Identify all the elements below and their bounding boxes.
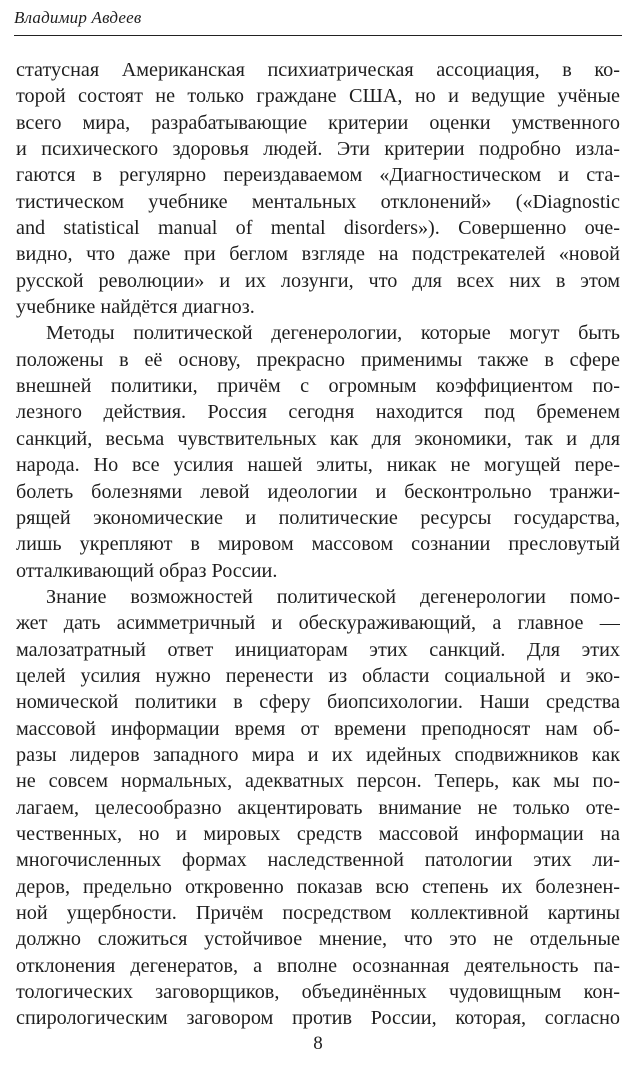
text-line: не совсем нормальных, адекватных персон. Теперь, как мы по- [16, 770, 620, 793]
text-line: малозатратный ответ инициаторам этих санкций. Для этих [16, 638, 620, 661]
text-line: санкций, весьма чувствительных как для экономики, так и для [16, 427, 620, 450]
text-line: рящей экономические и политические ресурсы государства, [16, 506, 620, 529]
text-line: деров, предельно откровенно показав всю степень их болезнен- [16, 875, 620, 898]
text-line: лагаем, целесообразно акцентировать внимание не только оте- [16, 796, 620, 819]
text-line: отклонения дегенератов, а вполне осознанная деятельность па- [16, 954, 620, 977]
text-line: чественных, но и мировых средств массовой информации на [16, 822, 620, 845]
running-header-author: Владимир Авдеев [14, 8, 142, 27]
text-line: тистическом учебнике ментальных отклонений» («Diagnostic [16, 190, 620, 213]
text-line: жет дать асимметричный и обескураживающий, а главное — [16, 612, 620, 635]
body-text [16, 57, 620, 1032]
text-line: лишь укрепляют в мировом массовом сознании пресловутый [16, 533, 620, 556]
text-line: внешней политики, причём с огромным коэффициентом по- [16, 375, 620, 398]
text-line: and statistical manual of mental disorders»). Совершенно оче- [16, 217, 620, 240]
text-line: народа. Но все усилия нашей элиты, никак не могущей пере- [16, 454, 620, 477]
text-line: Знание возможностей политической дегенерологии помо- [46, 585, 620, 608]
page-number: 8 [313, 1033, 323, 1054]
text-line: целей усилия нужно перенести из области социальной и эко- [16, 664, 620, 687]
text-line: статусная Американская психиатрическая ассоциация, в ко- [16, 59, 620, 81]
text-line: русской революции» и их лозунги, что для всех них в этом [16, 269, 620, 292]
text-line: Методы политической дегенерологии, которые могут быть [46, 322, 620, 345]
text-line: массовой информации время от времени преподносят нам об- [16, 717, 620, 740]
text-line: должно сложиться устойчивое мнение, что это не отдельные [16, 928, 620, 951]
text-line: положены в её основу, прекрасно применимы также в сфере [16, 348, 620, 371]
text-line: номической политики в сферу биопсихологии. Наши средства [16, 691, 620, 714]
header-rule [14, 35, 622, 36]
text-line: болеть болезнями левой идеологии и бесконтрольно транжи- [16, 480, 620, 503]
text-line: ной ущербности. Причём посредством коллективной картины [16, 902, 620, 924]
text-line: и психического здоровья людей. Эти критерии подробно изла- [16, 138, 620, 161]
text-line: торой состоят не только граждане США, но и ведущие учёные [16, 85, 620, 108]
text-line: гаются в регулярно переиздаваемом «Диагностическом и ста- [16, 164, 620, 187]
text-line: лезного действия. Россия сегодня находится под бременем [16, 401, 620, 424]
text-line: тологических заговорщиков, объединённых чудовищным кон- [16, 981, 620, 1004]
text-line: видно, что даже при беглом взгляде на подстрекателей «новой [16, 243, 620, 266]
text-line: разы лидеров западного мира и их идейных сподвижников как [16, 743, 620, 766]
text-line: отталкивающий образ России. [16, 559, 278, 582]
text-line: учебнике найдётся диагноз. [16, 296, 255, 319]
text-line: многочисленных формах наследственной патологии этих ли- [16, 849, 620, 872]
text-line: спирологическим заговором против России, которая, согласно [16, 1007, 620, 1030]
text-line: всего мира, разрабатывающие критерии оценки умственного [16, 111, 620, 134]
